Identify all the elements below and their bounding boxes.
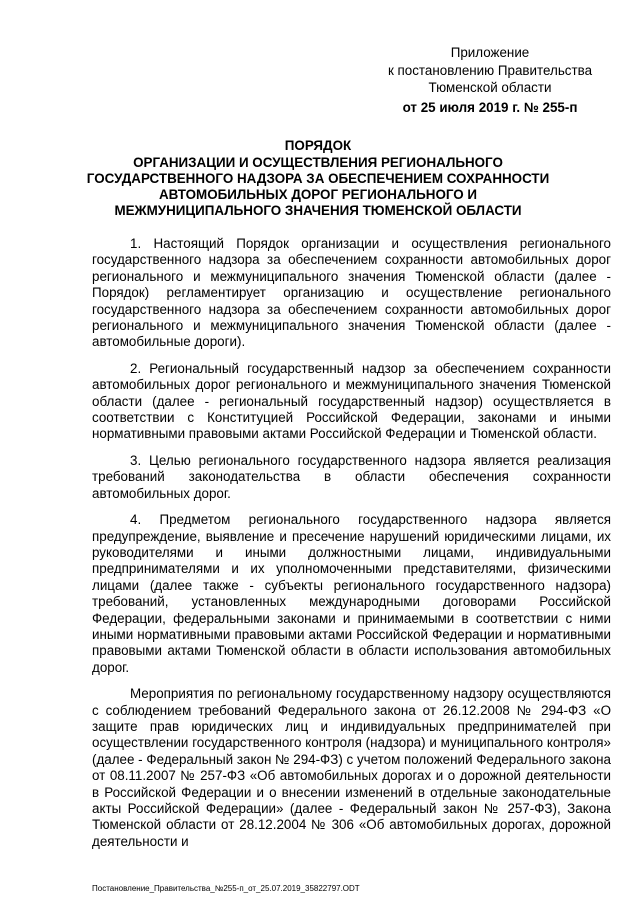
paragraph-5: Мероприятия по региональному государственному надзору осуществляются с соблюдением требований Федерального закона от 26.12.2008 № 294-ФЗ «О защите прав юридических лиц и индивидуальных предпринимателей при осуществлении государственного контроля (надзора) и муниципального контроля» (далее - Федеральный закон № 294-ФЗ) с учетом положений Федерального закона от 08.11.2007 № 257-ФЗ «Об автомобильных дорогах и о дорожной деятельности в Российской Федерации и о внесении изменений в отдельные законодательные акты Российской Федерации» (далее - Федеральный закон № 257-ФЗ), Закона Тюменской области от 28.12.2004 № 306 «Об автомобильных дорогах, дорожной деятельности и [92, 686, 611, 849]
paragraph-3: 3. Целью регионального государственного надзора является реализация требований законодательства в области обеспечения сохранности автомобильных дорог. [92, 452, 611, 501]
decree-number: от 25 июля 2019 г. № 255-п [402, 99, 578, 115]
appendix-header [370, 44, 610, 116]
appendix-reference: к постановлению Правительства [387, 62, 593, 78]
paragraph-4: 4. Предметом регионального государственного надзора является предупреждение, выявление и пресечение нарушений юридическими лицами, их руководителями и иными должностными лицами, индивидуальными предпринимателями и их уполномоченными представителями, физическими лицами (далее также - субъекты регионального государственного надзора) требований, установленных международными договорами Российской Федерации, федеральными законами и принимаемыми в соответствии с ними иными нормативными правовыми актами Российской Федерации и нормативными правовыми актами Тюменской области в области использования автомобильных дорог. [92, 512, 611, 675]
file-footer: Постановление_Правительства_№255-п_от_25.07.2019_35822797.ODT [92, 884, 360, 893]
appendix-label: Приложение [450, 45, 530, 60]
title-text: ОРГАНИЗАЦИИ И ОСУЩЕСТВЛЕНИЯ РЕГИОНАЛЬНОГО ГОСУДАРСТВЕННОГО НАДЗОРА ЗА ОБЕСПЕЧЕНИЕМ СОХРАННОСТИ АВТОМОБИЛЬНЫХ ДОРОГ РЕГИОНАЛЬНОГО И МЕЖМУНИЦИПАЛЬНОГО ЗНАЧЕНИЯ ТЮМЕНСКОЙ ОБЛАСТИ [86, 155, 550, 218]
title-heading: ПОРЯДОК [284, 138, 352, 153]
paragraph-1: 1. Настоящий Порядок организации и осуществления регионального государственного надзора за обеспечением сохранности автомобильных дорог регионального и межмуниципального значения Тюменской области (далее - Порядок) регламентирует организацию и осуществление регионального государственного надзора за обеспечением сохранности автомобильных дорог регионального и межмуниципального значения Тюменской области (далее - автомобильные дороги). [92, 236, 611, 350]
paragraph-2: 2. Региональный государственный надзор за обеспечением сохранности автомобильных дорог регионального и межмуниципального значения Тюменской области (далее - региональный государственный надзор) осуществляется в соответствии с Конституцией Российской Федерации, законами и иными нормативными правовыми актами Российской Федерации и Тюменской области. [92, 360, 611, 442]
document-title [80, 138, 556, 219]
document-body [92, 236, 611, 860]
appendix-region: Тюменской области [428, 80, 552, 95]
